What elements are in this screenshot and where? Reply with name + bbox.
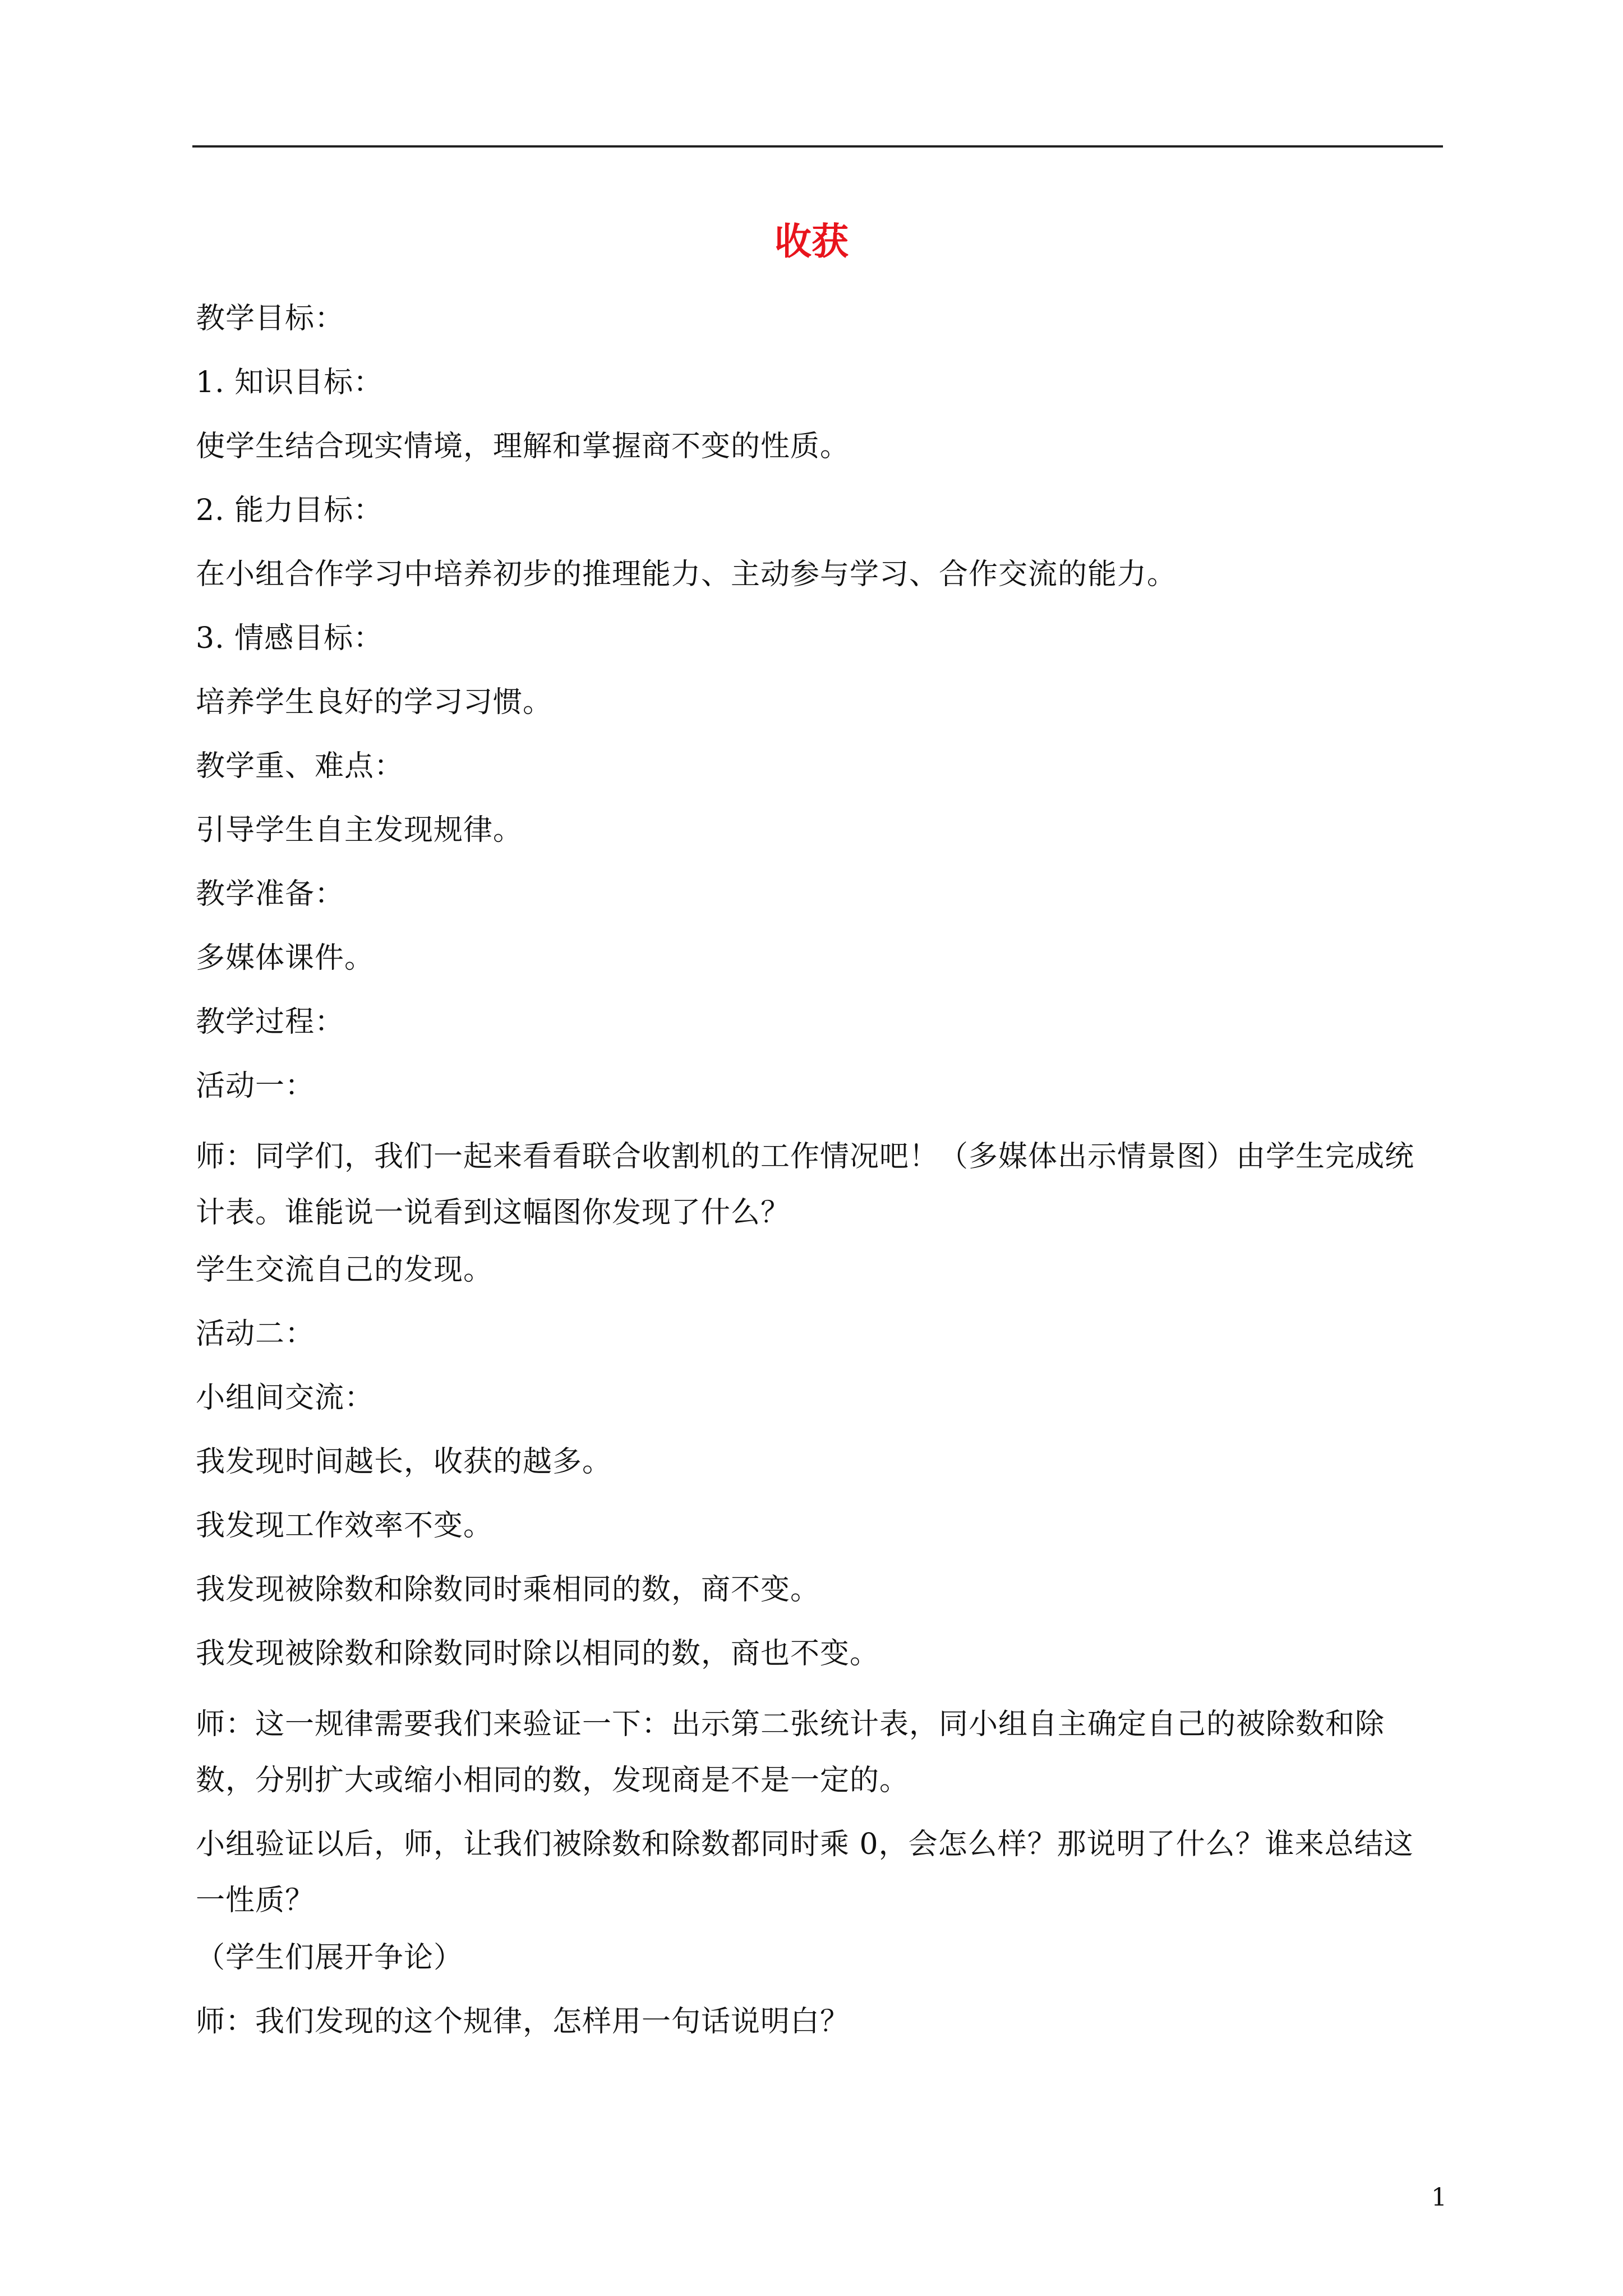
document-title: 收获 [774, 219, 849, 263]
paragraph: 培养学生良好的学习习惯。 [196, 685, 553, 719]
paragraph: 活动一： [196, 1069, 315, 1103]
paragraph: 小组间交流： [196, 1381, 375, 1415]
paragraph: 3. 情感目标： [196, 622, 384, 655]
paragraph: 师：这一规律需要我们来验证一下：出示第二张统计表，同小组自主确定自己的被除数和除数，分别扩大或缩小相同的数，发现商是不是一定的。 [196, 1708, 1385, 1797]
paragraph: 2. 能力目标： [196, 494, 384, 527]
paragraph: 我发现被除数和除数同时乘相同的数，商不变。 [196, 1573, 820, 1607]
paragraph: 我发现被除数和除数同时除以相同的数，商也不变。 [196, 1637, 880, 1671]
paragraph: 在小组合作学习中培养初步的推理能力、主动参与学习、合作交流的能力。 [196, 558, 1177, 591]
paragraph: 使学生结合现实情境，理解和掌握商不变的性质。 [196, 430, 850, 463]
paragraph: 我发现时间越长，收获的越多。 [196, 1445, 612, 1479]
paragraph: 教学重、难点： [196, 749, 404, 783]
paragraph: 教学过程： [196, 1005, 345, 1039]
paragraph: 小组验证以后，师，让我们被除数和除数都同时乘 0，会怎么样？那说明了什么？谁来总结这一性质？ [196, 1828, 1414, 1917]
paragraph: 活动二： [196, 1317, 315, 1351]
paragraph: 引导学生自主发现规律。 [196, 813, 523, 847]
paragraph: 师：同学们，我们一起来看看联合收割机的工作情况吧！（多媒体出示情景图）由学生完成统计表。谁能说一说看到这幅图你发现了什么？ [196, 1140, 1415, 1230]
paragraph: 多媒体课件。 [196, 941, 375, 975]
paragraph: 1. 知识目标： [196, 366, 384, 399]
paragraph: 学生交流自己的发现。 [196, 1253, 494, 1287]
paragraph: （学生们展开争论） [196, 1941, 464, 1975]
page-number: 1 [1431, 2183, 1447, 2212]
paragraph: 教学准备： [196, 877, 345, 911]
paragraph: 教学目标： [196, 302, 345, 335]
document-body [196, 297, 1442, 2064]
header-rule [192, 145, 1443, 148]
paragraph: 师：我们发现的这个规律，怎样用一句话说明白？ [196, 2005, 850, 2039]
paragraph: 我发现工作效率不变。 [196, 1509, 494, 1543]
